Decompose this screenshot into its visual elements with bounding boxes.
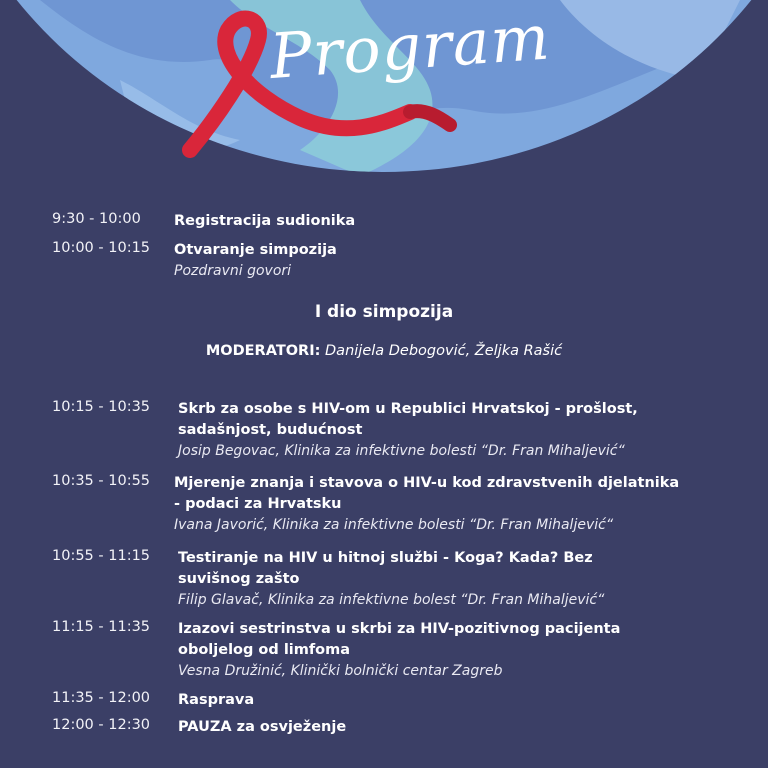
slot-time: 11:35 - 12:00 xyxy=(52,690,151,706)
slot-title: Otvaranje simpozija xyxy=(174,242,337,258)
slot-time: 9:30 - 10:00 xyxy=(52,211,141,227)
slot-talk xyxy=(174,240,728,282)
slot-speaker: Josip Begovac, Klinika za infektivne bolesti “Dr. Fran Mihaljević“ xyxy=(178,443,625,459)
slot-talk xyxy=(178,548,728,611)
slot-time: 10:55 - 11:15 xyxy=(52,548,151,564)
slot-speaker: Ivana Javorić, Klinika za infektivne bolesti “Dr. Fran Mihaljević“ xyxy=(174,517,614,533)
moderators-label: MODERATORI: xyxy=(205,343,321,359)
slot-title: Izazovi sestrinstva u skrbi za HIV-pozitivnog pacijenta oboljelog od limfoma xyxy=(178,621,621,658)
slot-speaker: Filip Glavač, Klinika za infektivne bolest “Dr. Fran Mihaljević“ xyxy=(178,592,605,608)
slot-title: Skrb za osobe s HIV-om u Republici Hrvatskoj - prošlost, sadašnjost, budućnost xyxy=(178,401,638,438)
slot-speaker: Pozdravni govori xyxy=(174,263,292,279)
slot-time: 10:15 - 10:35 xyxy=(52,399,151,415)
slot-time: 12:00 - 12:30 xyxy=(52,717,151,733)
slot-talk xyxy=(174,473,728,536)
slot-talk xyxy=(178,717,728,738)
slot-title: Rasprava xyxy=(178,692,255,708)
slot-title: Registracija sudionika xyxy=(174,213,356,229)
section-heading: I dio simpozija xyxy=(314,302,454,322)
slot-time: 10:35 - 10:55 xyxy=(52,473,151,489)
slot-time: 10:00 - 10:15 xyxy=(52,240,151,256)
slot-title: Mjerenje znanja i stavova o HIV-u kod zdravstvenih djelatnika - podaci za Hrvatsku xyxy=(174,475,680,512)
slot-talk xyxy=(178,690,728,711)
page-title: Program xyxy=(267,0,553,93)
slot-talk xyxy=(178,399,728,462)
slot-speaker: Vesna Družinić, Klinički bolnički centar Zagreb xyxy=(178,663,503,679)
slot-talk xyxy=(178,619,728,682)
moderators-names: Danijela Debogović, Željka Rašić xyxy=(325,343,563,359)
slot-talk xyxy=(174,211,728,232)
slot-title: PAUZA za osvježenje xyxy=(178,719,347,735)
slot-time: 11:15 - 11:35 xyxy=(52,619,151,635)
slot-title: Testiranje na HIV u hitnoj službi - Koga? Kada? Bez suvišnog zašto xyxy=(178,550,593,587)
moderators-line xyxy=(0,343,768,359)
